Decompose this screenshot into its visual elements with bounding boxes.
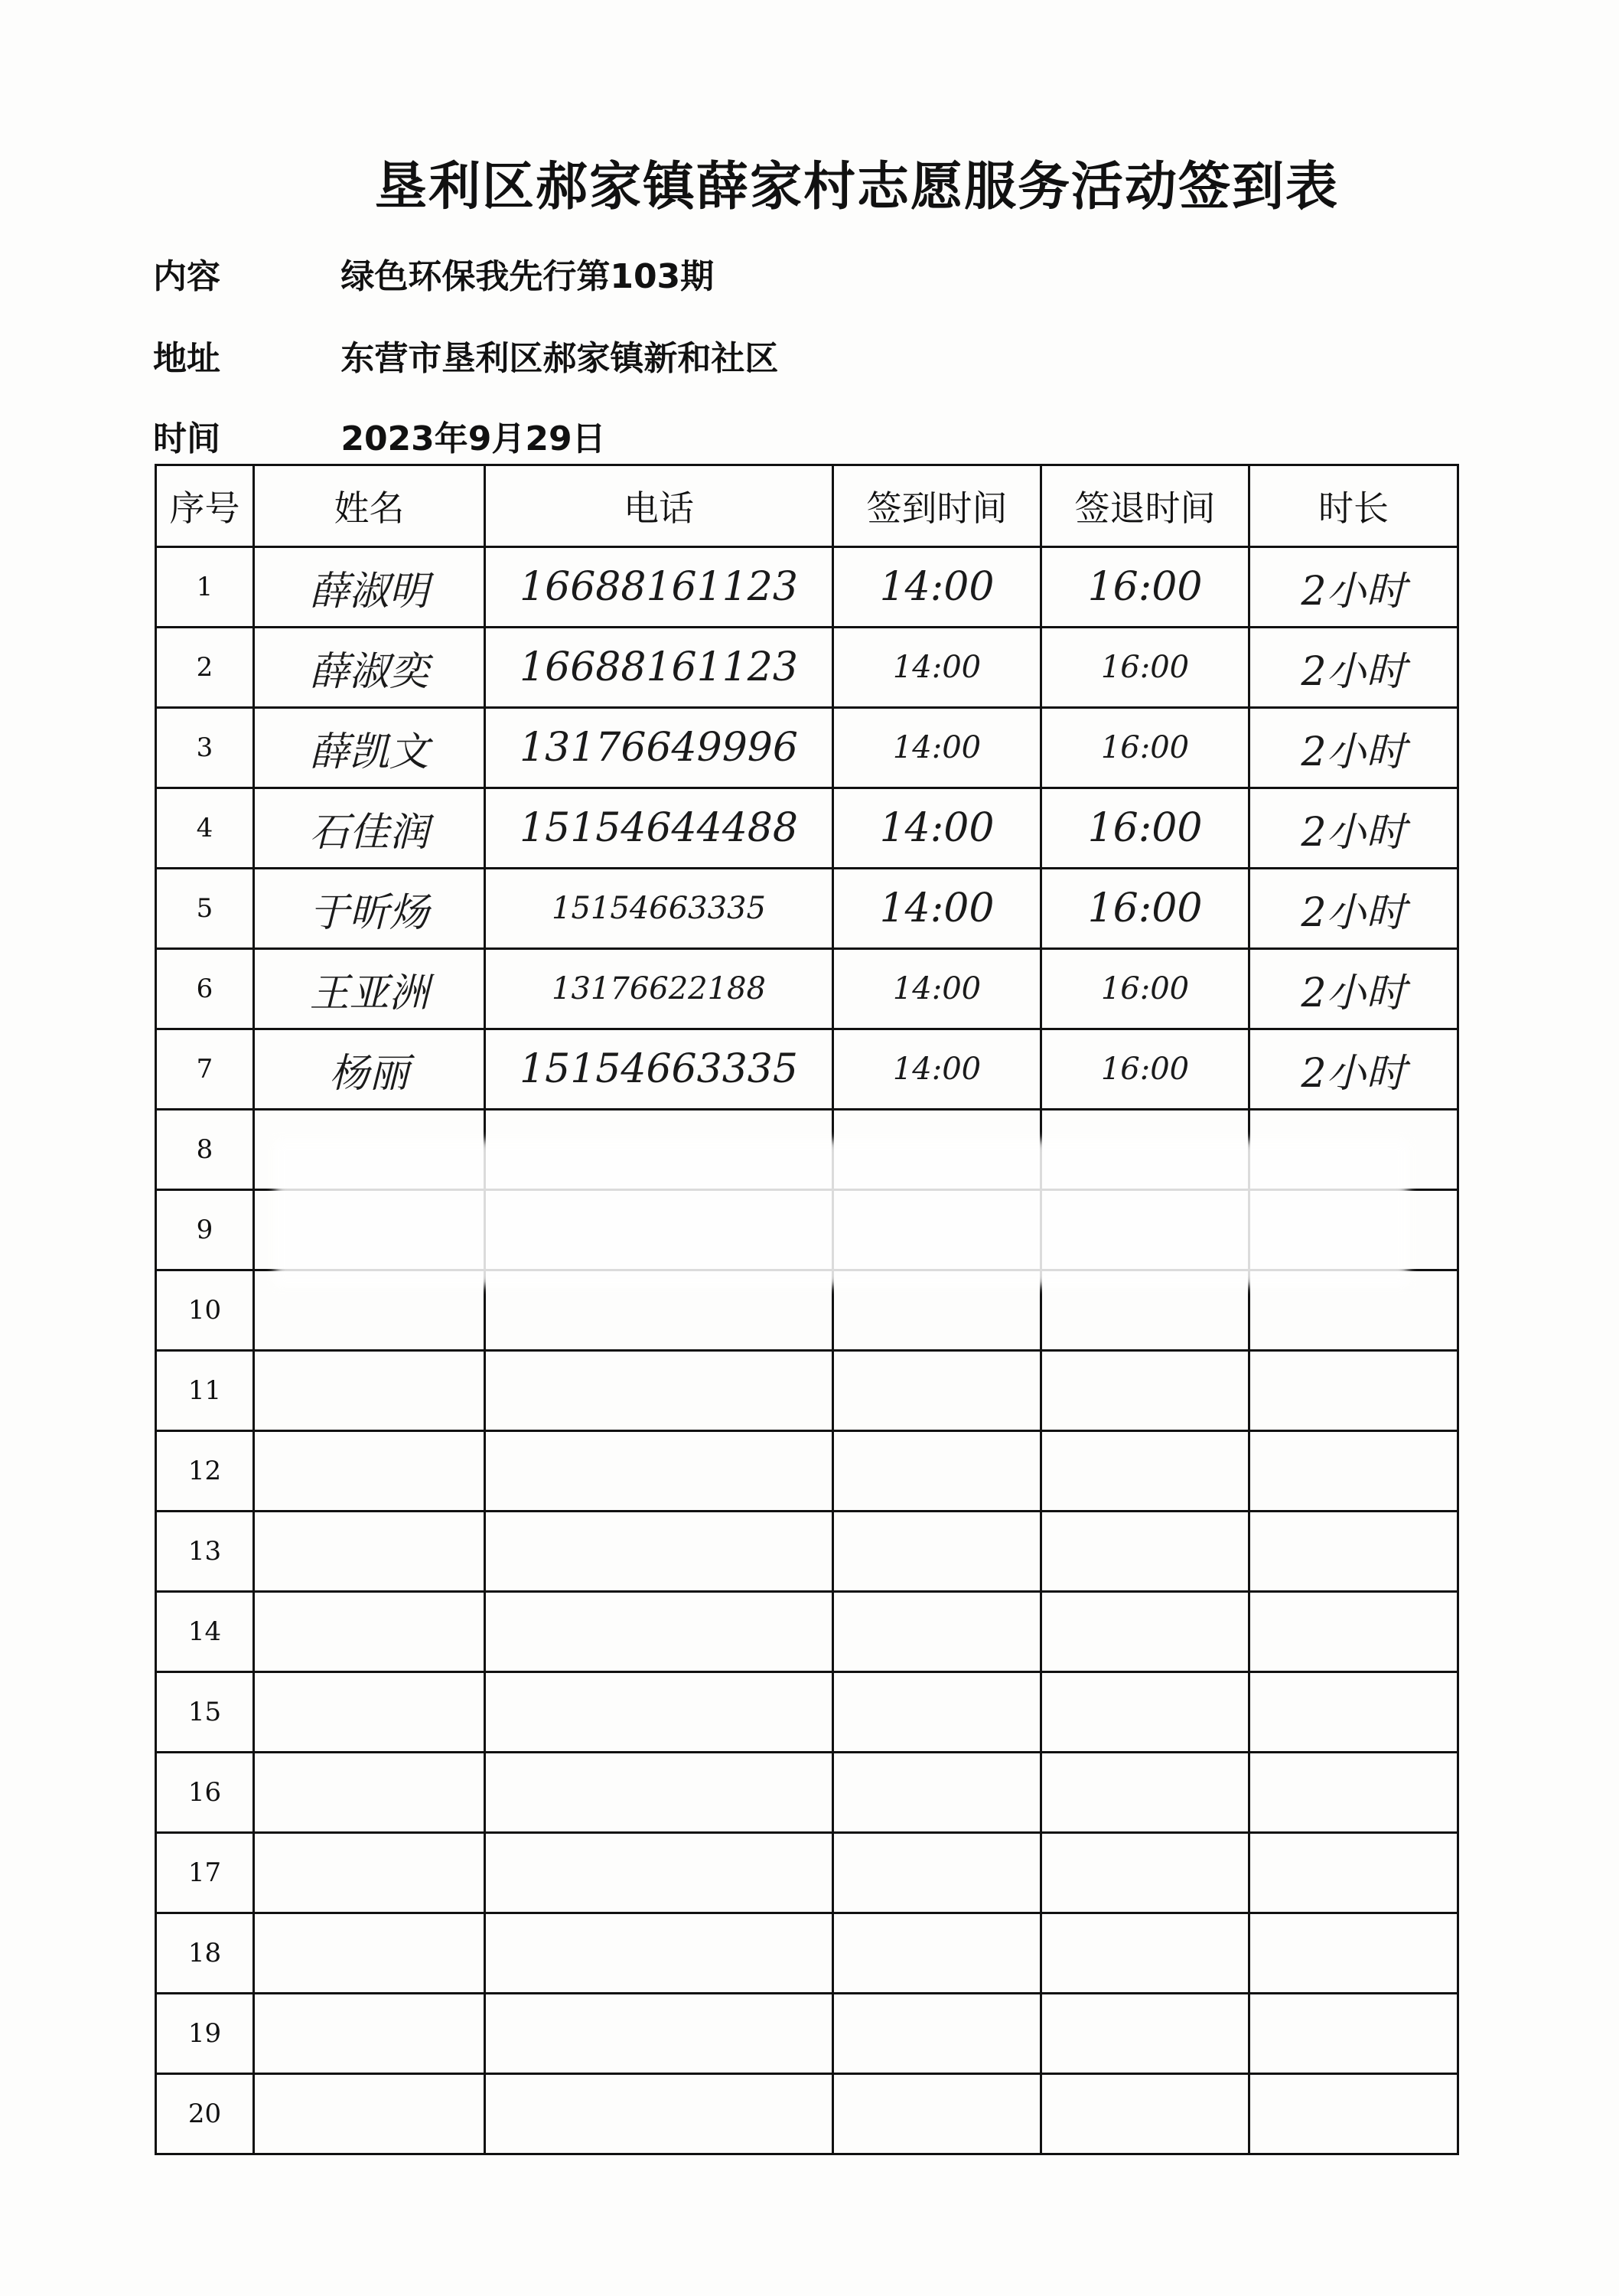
row-name bbox=[254, 1592, 485, 1672]
row-signin-time bbox=[833, 1833, 1041, 1913]
row-index: 14 bbox=[156, 1592, 254, 1672]
row-signin-time bbox=[833, 1512, 1041, 1592]
row-signout-time bbox=[1041, 1913, 1249, 1994]
table-row bbox=[156, 949, 1458, 1029]
row-index: 12 bbox=[156, 1431, 254, 1512]
row-name: 于昕炀 bbox=[254, 869, 485, 949]
row-phone: 13176649996 bbox=[485, 708, 833, 788]
table-row bbox=[156, 869, 1458, 949]
row-phone: 13176622188 bbox=[485, 949, 833, 1029]
row-duration: 2小时 bbox=[1249, 788, 1458, 869]
row-index: 11 bbox=[156, 1351, 254, 1431]
row-signout-time: 16:00 bbox=[1041, 708, 1249, 788]
row-index: 4 bbox=[156, 788, 254, 869]
row-index: 1 bbox=[156, 547, 254, 628]
row-signin-time bbox=[833, 1913, 1041, 1994]
row-signin-time: 14:00 bbox=[833, 1029, 1041, 1110]
document-title: 垦利区郝家镇薛家村志愿服务活动签到表 bbox=[375, 157, 1340, 217]
row-name: 王亚洲 bbox=[254, 949, 485, 1029]
row-index: 18 bbox=[156, 1913, 254, 1994]
row-index: 6 bbox=[156, 949, 254, 1029]
row-phone bbox=[485, 1753, 833, 1833]
row-name: 薛凯文 bbox=[254, 708, 485, 788]
address-label: 地址 bbox=[153, 339, 220, 378]
header-index: 序号 bbox=[156, 465, 254, 547]
table-row bbox=[156, 1029, 1458, 1110]
row-phone bbox=[485, 1994, 833, 2074]
row-signout-time: 16:00 bbox=[1041, 788, 1249, 869]
row-name bbox=[254, 1913, 485, 1994]
row-index: 17 bbox=[156, 1833, 254, 1913]
row-index: 16 bbox=[156, 1753, 254, 1833]
row-phone: 15154663335 bbox=[485, 869, 833, 949]
erased-area bbox=[275, 1140, 1408, 1286]
row-signin-time: 14:00 bbox=[833, 708, 1041, 788]
row-phone: 15154644488 bbox=[485, 788, 833, 869]
row-index: 5 bbox=[156, 869, 254, 949]
row-phone bbox=[485, 1913, 833, 1994]
row-signout-time: 16:00 bbox=[1041, 869, 1249, 949]
table-row bbox=[156, 1431, 1458, 1512]
row-signin-time bbox=[833, 1994, 1041, 2074]
table-row bbox=[156, 1512, 1458, 1592]
row-index: 13 bbox=[156, 1512, 254, 1592]
row-phone bbox=[485, 1351, 833, 1431]
header-name: 姓名 bbox=[254, 465, 485, 547]
row-signin-time: 14:00 bbox=[833, 628, 1041, 708]
row-index: 20 bbox=[156, 2074, 254, 2154]
row-duration bbox=[1249, 1431, 1458, 1512]
row-duration bbox=[1249, 1351, 1458, 1431]
row-name: 石佳润 bbox=[254, 788, 485, 869]
row-signin-time bbox=[833, 1592, 1041, 1672]
row-signout-time bbox=[1041, 1994, 1249, 2074]
row-phone bbox=[485, 1592, 833, 1672]
row-duration bbox=[1249, 1913, 1458, 1994]
table-row bbox=[156, 1994, 1458, 2074]
row-index: 15 bbox=[156, 1672, 254, 1753]
row-duration: 2小时 bbox=[1249, 547, 1458, 628]
row-name: 杨丽 bbox=[254, 1029, 485, 1110]
table-row bbox=[156, 1672, 1458, 1753]
row-signout-time bbox=[1041, 1512, 1249, 1592]
row-signin-time bbox=[833, 2074, 1041, 2154]
address-value: 东营市垦利区郝家镇新和社区 bbox=[340, 339, 779, 378]
row-duration bbox=[1249, 1833, 1458, 1913]
row-duration: 2小时 bbox=[1249, 949, 1458, 1029]
row-name bbox=[254, 2074, 485, 2154]
row-signout-time bbox=[1041, 1672, 1249, 1753]
row-name bbox=[254, 1351, 485, 1431]
row-name bbox=[254, 1753, 485, 1833]
row-duration: 2小时 bbox=[1249, 628, 1458, 708]
table-row bbox=[156, 547, 1458, 628]
row-index: 19 bbox=[156, 1994, 254, 2074]
row-signin-time bbox=[833, 1753, 1041, 1833]
row-signout-time: 16:00 bbox=[1041, 547, 1249, 628]
row-index: 9 bbox=[156, 1190, 254, 1270]
row-signin-time bbox=[833, 1431, 1041, 1512]
row-signout-time bbox=[1041, 1753, 1249, 1833]
row-name: 薛淑奕 bbox=[254, 628, 485, 708]
time-value: 2023年9月29日 bbox=[340, 419, 606, 458]
row-signout-time bbox=[1041, 1833, 1249, 1913]
row-phone: 15154663335 bbox=[485, 1029, 833, 1110]
row-signout-time: 16:00 bbox=[1041, 628, 1249, 708]
table-row bbox=[156, 1833, 1458, 1913]
table-row bbox=[156, 2074, 1458, 2154]
row-duration bbox=[1249, 1672, 1458, 1753]
table-row bbox=[156, 788, 1458, 869]
row-name bbox=[254, 1431, 485, 1512]
table-row bbox=[156, 708, 1458, 788]
row-duration bbox=[1249, 1512, 1458, 1592]
row-phone bbox=[485, 1431, 833, 1512]
table-row bbox=[156, 1592, 1458, 1672]
row-phone bbox=[485, 1833, 833, 1913]
row-name: 薛淑明 bbox=[254, 547, 485, 628]
row-signin-time: 14:00 bbox=[833, 949, 1041, 1029]
table-row bbox=[156, 1913, 1458, 1994]
row-index: 10 bbox=[156, 1270, 254, 1351]
row-phone bbox=[485, 1512, 833, 1592]
row-signin-time: 14:00 bbox=[833, 869, 1041, 949]
table-header-row bbox=[156, 465, 1458, 547]
row-signout-time bbox=[1041, 1431, 1249, 1512]
row-duration: 2小时 bbox=[1249, 869, 1458, 949]
header-signin-time: 签到时间 bbox=[833, 465, 1041, 547]
row-signout-time: 16:00 bbox=[1041, 1029, 1249, 1110]
content-label: 内容 bbox=[153, 257, 220, 296]
row-index: 8 bbox=[156, 1110, 254, 1190]
row-name bbox=[254, 1672, 485, 1753]
row-index: 7 bbox=[156, 1029, 254, 1110]
row-index: 3 bbox=[156, 708, 254, 788]
row-signout-time bbox=[1041, 1592, 1249, 1672]
row-signout-time: 16:00 bbox=[1041, 949, 1249, 1029]
signin-table bbox=[155, 464, 1459, 2155]
row-phone bbox=[485, 2074, 833, 2154]
row-duration bbox=[1249, 1753, 1458, 1833]
table-row bbox=[156, 628, 1458, 708]
row-duration: 2小时 bbox=[1249, 708, 1458, 788]
row-duration bbox=[1249, 1994, 1458, 2074]
table-row bbox=[156, 1753, 1458, 1833]
row-name bbox=[254, 1833, 485, 1913]
row-name bbox=[254, 1994, 485, 2074]
row-duration bbox=[1249, 2074, 1458, 2154]
row-duration: 2小时 bbox=[1249, 1029, 1458, 1110]
row-phone: 16688161123 bbox=[485, 628, 833, 708]
address-row bbox=[153, 331, 778, 380]
row-signin-time: 14:00 bbox=[833, 547, 1041, 628]
row-index: 2 bbox=[156, 628, 254, 708]
row-signin-time bbox=[833, 1672, 1041, 1753]
row-phone bbox=[485, 1672, 833, 1753]
row-signout-time bbox=[1041, 2074, 1249, 2154]
header-signout-time: 签退时间 bbox=[1041, 465, 1249, 547]
time-label: 时间 bbox=[153, 419, 220, 458]
time-row bbox=[153, 411, 606, 460]
header-phone: 电话 bbox=[485, 465, 833, 547]
row-signin-time: 14:00 bbox=[833, 788, 1041, 869]
row-signin-time bbox=[833, 1351, 1041, 1431]
row-phone: 16688161123 bbox=[485, 547, 833, 628]
content-row bbox=[153, 249, 714, 298]
table-row bbox=[156, 1351, 1458, 1431]
row-name bbox=[254, 1512, 485, 1592]
content-value: 绿色环保我先行第103期 bbox=[340, 257, 715, 296]
row-duration bbox=[1249, 1592, 1458, 1672]
header-duration: 时长 bbox=[1249, 465, 1458, 547]
row-signout-time bbox=[1041, 1351, 1249, 1431]
